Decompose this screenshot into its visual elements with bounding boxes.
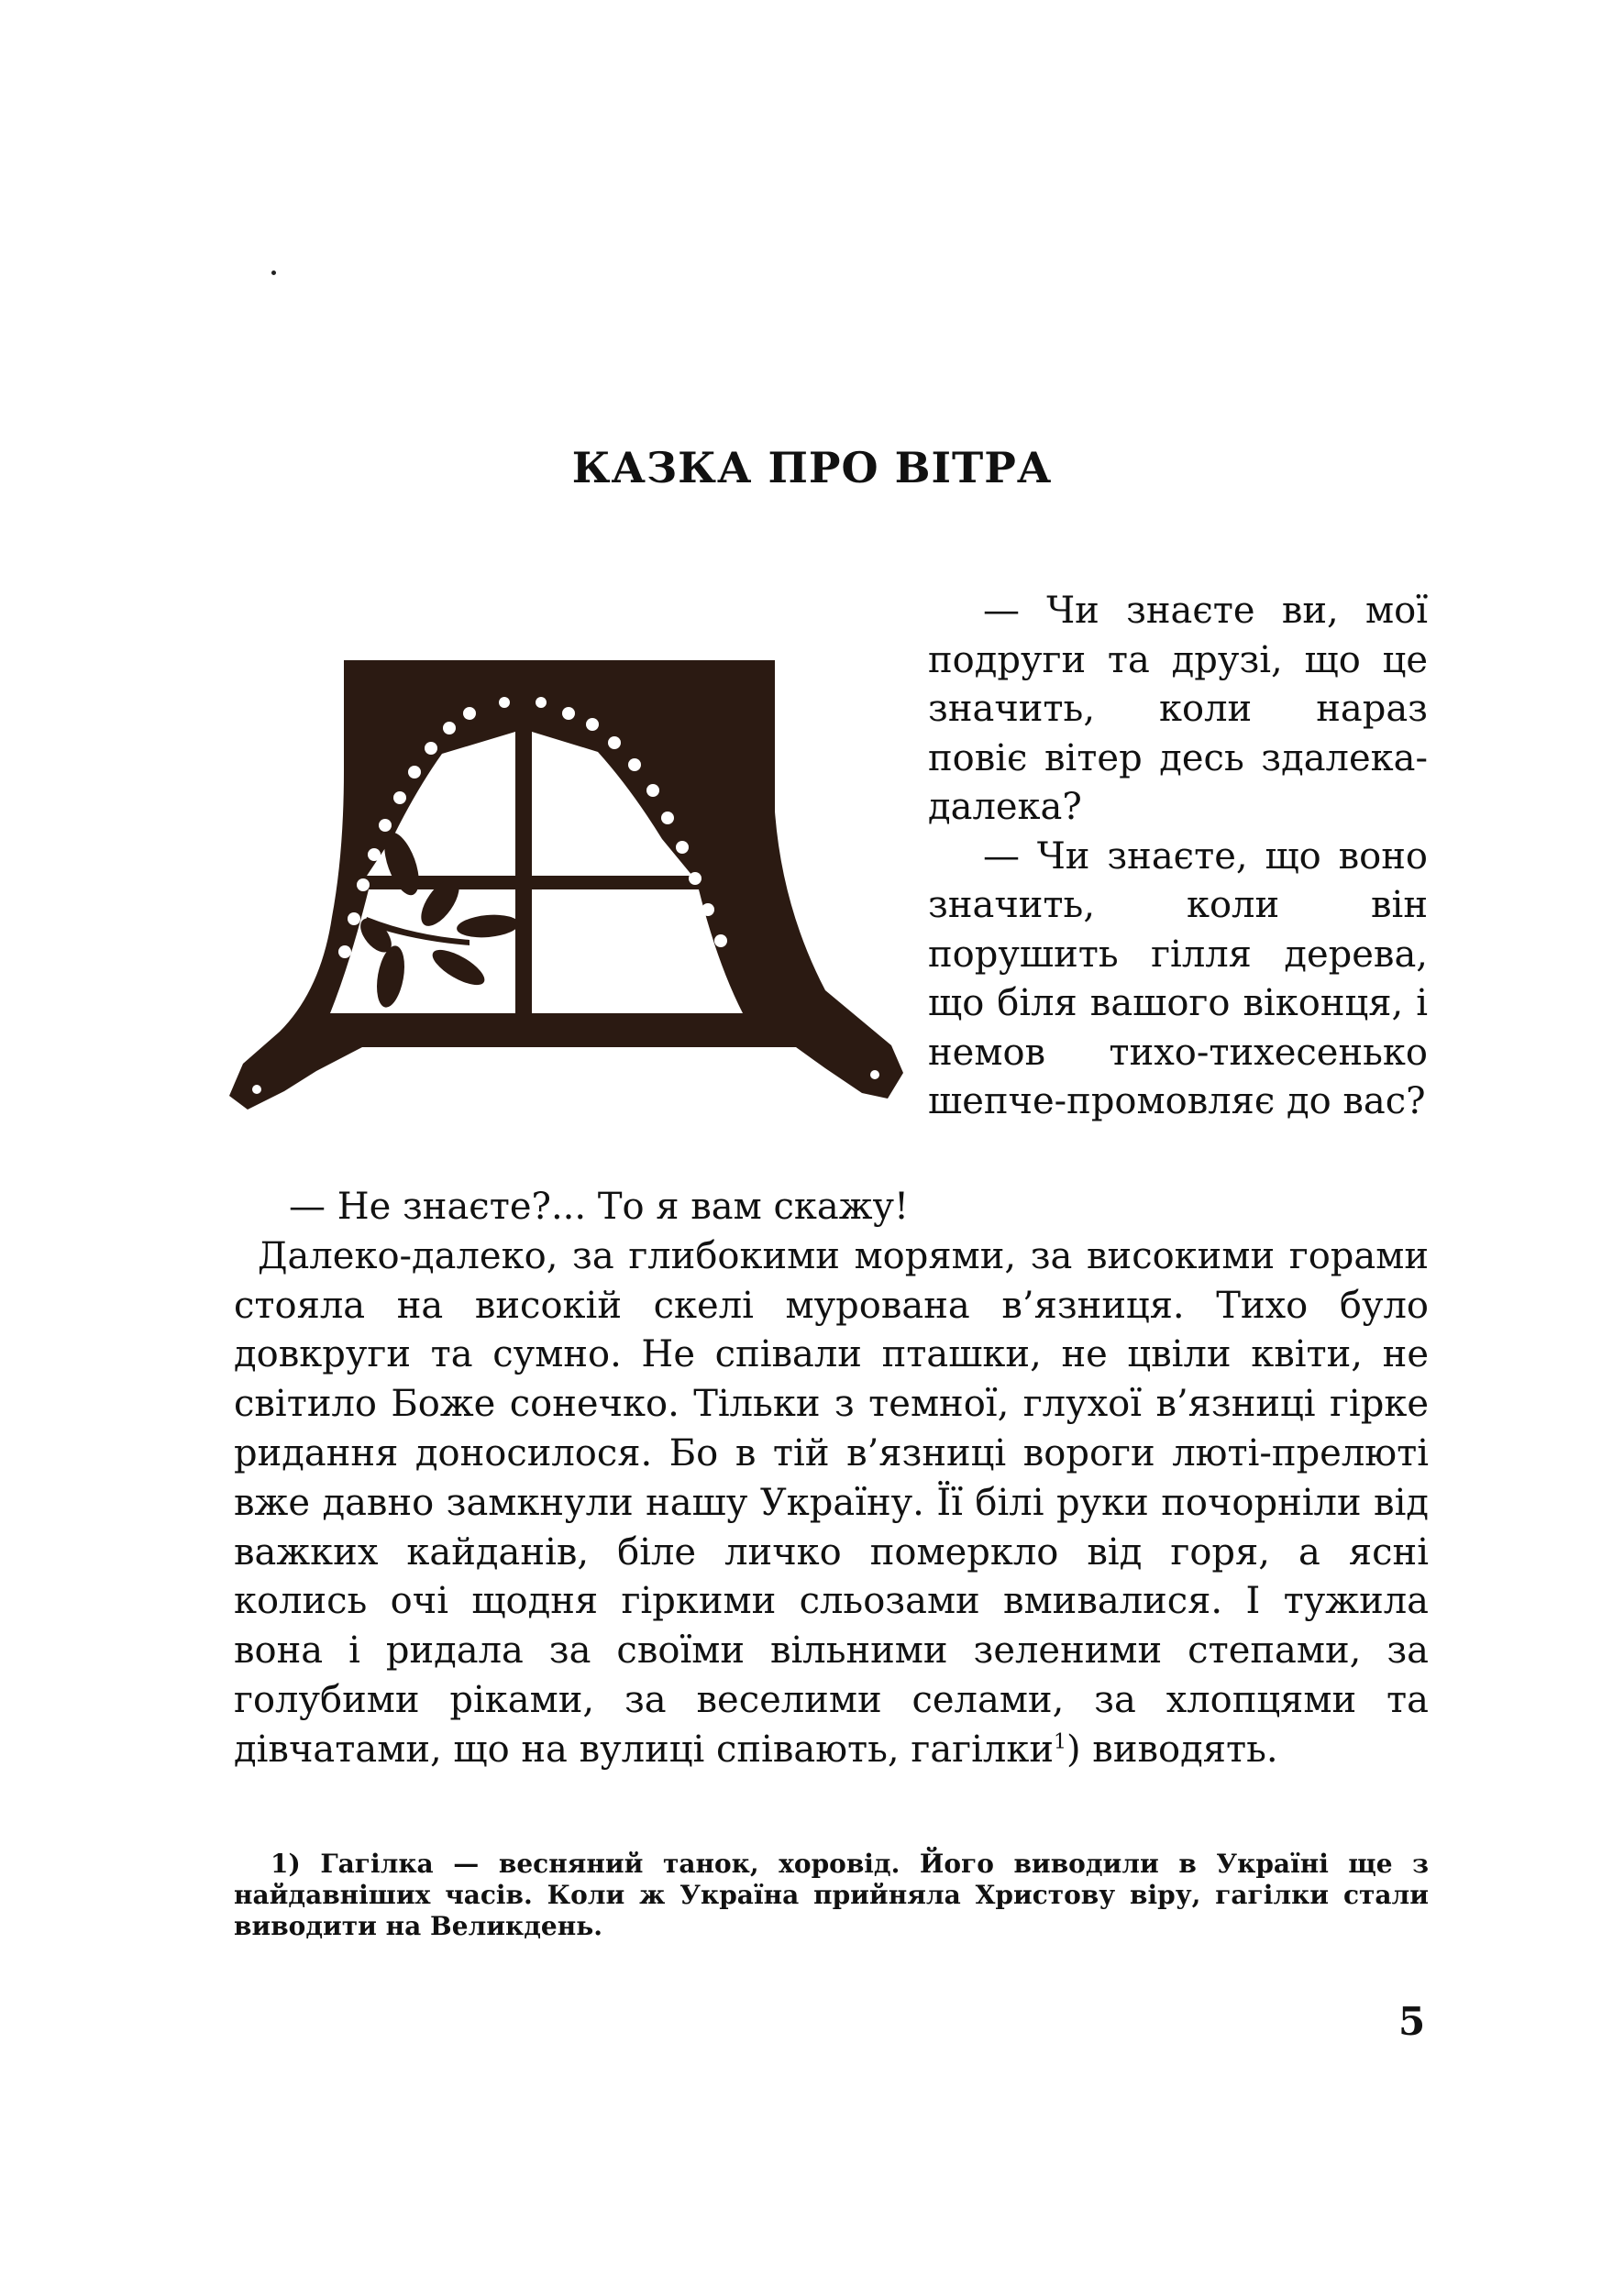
main-text [234, 1183, 1429, 1775]
intro-column [928, 587, 1428, 1127]
body-text: Далеко-далеко, за глибокими морями, за високими горами стояла на високій скелі мурована в’язниця. Тихо було довкруги та сумно. Не співали пташки, не цвіли квіти, не світило Боже сонечко. Тільки з темної, глухої в’язниці гірке ридання доносилося. Бо в тій в’язниці вороги люті-прелюті вже давно замкнули нашу Україну. Її білі руки почорніли від важких кайданів, біле личко померкло від горя, а ясні колись очі щодня гіркими сльозами вмивалися. І тужила вона і ридала за своїми вільними зеленими степами, за голубими ріками, за веселими селами, за хлопцями та дівчатами, що на вулиці співають, гагілки [234, 1234, 1429, 1771]
footnote-text: 1) Гагілка — весняний танок, хоровід. Його виводили в Україні ще з найдавніших часів. Коли ж Україна прийняла Христову віру, гагілки стали виводити на Великдень. [234, 1849, 1429, 1941]
frame-foot-dots [252, 1070, 879, 1094]
page-title: КАЗКА ПРО ВІТРА [571, 443, 1053, 492]
reply-line: — Не знаєте?... То я вам скажу! [289, 1186, 910, 1228]
footnote [234, 1849, 1429, 1942]
window-frame-shape [229, 660, 903, 1110]
print-speck [271, 271, 276, 275]
intro-paragraph-1: — Чи знаєте ви, мої подруги та друзі, що це значить, коли нараз повіє вітер десь здалека-далека? [928, 590, 1428, 828]
intro-paragraph-2: — Чи знаєте, що воно значить, коли він порушить гілля дерева, що біля вашого віконця, і немов тихо-тихесенько шепче-промовляє до вас? [928, 834, 1428, 1122]
page-number: 5 [1398, 1999, 1426, 2044]
body-text-end: ) виводять. [1066, 1728, 1278, 1771]
footnote-ref: 1 [1053, 1730, 1066, 1754]
body-paragraph [234, 1232, 1429, 1775]
window-with-curtains-illustration [229, 660, 903, 1137]
